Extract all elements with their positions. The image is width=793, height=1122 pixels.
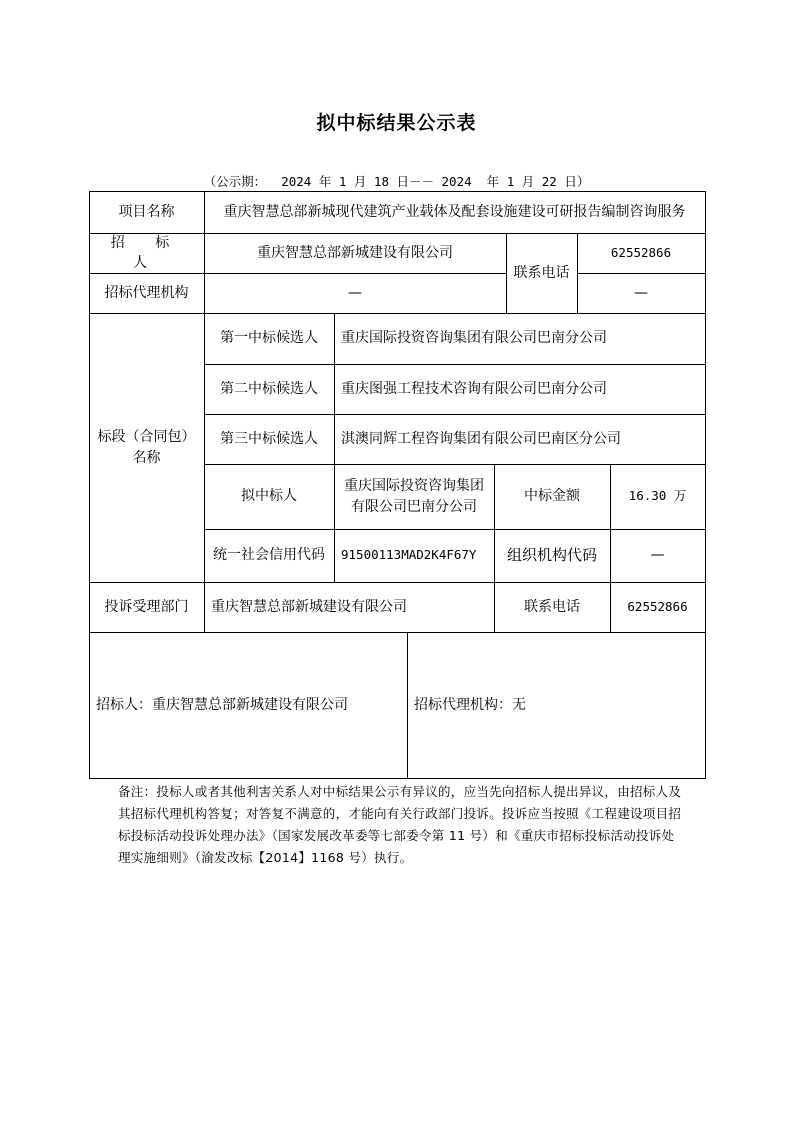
remarks-note: 备注：投标人或者其他利害关系人对中标结果公示有异议的，应当先向招标人提出异议，由招标人及其招标代理机构答复；对答复不满意的，才能向有关行政部门投诉。投诉应当按照《工程建设项目招标投标活动投诉处理办法》（国家发展改革委等七部委令第 11 号）和《重庆市招标投标活动投诉处理实施细则》（渝发改标【2014】1168 号）执行。 — [118, 784, 682, 865]
tenderer-label: 招 标 人 — [89, 233, 205, 274]
amount-label: 中标金额 — [494, 464, 611, 530]
winner-label: 拟中标人 — [204, 464, 335, 530]
complaint-phone-label: 联系电话 — [494, 582, 611, 633]
publicity-period: （公示期： 2024 年 1 月 18 日－－ 2024 年 1 月 22 日） — [203, 174, 590, 189]
contact-phone-label: 联系电话 — [506, 233, 578, 314]
section-label: 标段（合同包）名称 — [89, 313, 205, 583]
candidate-1-name: 重庆国际投资咨询集团有限公司巴南分公司 — [334, 313, 706, 365]
page-title: 拟中标结果公示表 — [316, 112, 477, 134]
credit-code-value: 91500113MAD2K4F67Y — [334, 529, 495, 583]
candidate-3-name: 淇澳同辉工程咨询集团有限公司巴南区分公司 — [334, 414, 706, 465]
complaint-phone-value: 62552866 — [610, 582, 706, 633]
complaint-dept-label: 投诉受理部门 — [89, 582, 205, 633]
credit-code-label: 统一社会信用代码 — [204, 529, 335, 583]
complaint-dept-value: 重庆智慧总部新城建设有限公司 — [204, 582, 495, 633]
agency-label: 招标代理机构 — [89, 273, 205, 314]
org-code-value: — — [610, 529, 706, 583]
tenderer-value: 重庆智慧总部新城建设有限公司 — [204, 233, 507, 274]
agency-phone-value: — — [577, 273, 706, 314]
project-name-value: 重庆智慧总部新城现代建筑产业载体及配套设施建设可研报告编制咨询服务 — [204, 191, 706, 234]
project-name-label: 项目名称 — [89, 191, 205, 234]
amount-value: 16.30 万 — [610, 464, 706, 530]
winner-name: 重庆国际投资咨询集团有限公司巴南分公司 — [334, 464, 495, 530]
agency-value: — — [204, 273, 507, 314]
tenderer-phone-value: 62552866 — [577, 233, 706, 274]
signature-tenderer: 招标人：重庆智慧总部新城建设有限公司 — [89, 632, 408, 779]
candidate-1-label: 第一中标候选人 — [204, 313, 335, 365]
candidate-2-name: 重庆图强工程技术咨询有限公司巴南分公司 — [334, 364, 706, 415]
org-code-label: 组织机构代码 — [494, 529, 611, 583]
candidate-3-label: 第三中标候选人 — [204, 414, 335, 465]
candidate-2-label: 第二中标候选人 — [204, 364, 335, 415]
signature-agency: 招标代理机构：无 — [407, 632, 706, 779]
